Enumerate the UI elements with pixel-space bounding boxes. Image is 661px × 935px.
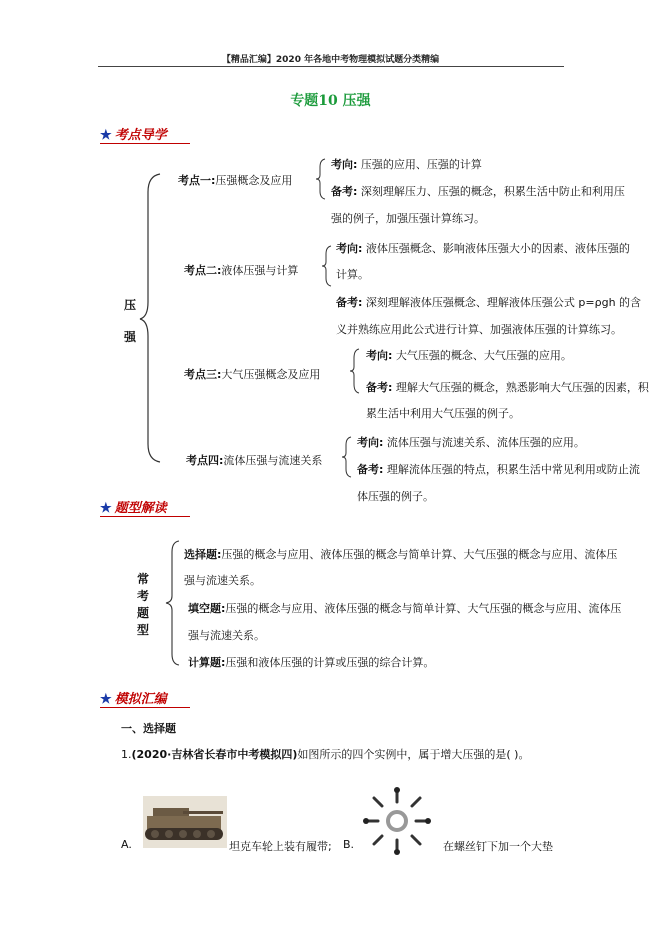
section-underline <box>100 707 190 708</box>
type-1-line-1: 选择题:压强的概念与应用、液体压强的概念与简单计算、大气压强的概念与应用、流体压 <box>184 548 618 561</box>
topic-2-brace <box>322 245 332 287</box>
choice-heading: 一、选择题 <box>121 722 176 735</box>
screws-washers-image <box>362 786 432 856</box>
topic-2-line-3: 备考: 深刻理解液体压强概念、理解液体压强公式 p=ρgh 的含 <box>336 296 642 309</box>
type-3-line-1: 计算题:压强和液体压强的计算或压强的综合计算。 <box>188 656 435 669</box>
header-rule <box>98 66 564 67</box>
root-brace <box>140 172 162 462</box>
topic-3-brace <box>350 348 360 394</box>
topic-4-line-1: 考向: 流体压强与流速关系、流体压强的应用。 <box>357 436 585 449</box>
topic-4: 考点四:流体压强与流速关系 <box>186 454 323 467</box>
topic-3-line-3: 累生活中利用大气压强的例子。 <box>366 407 520 420</box>
option-b-text: 在螺丝钉下加一个大垫 <box>443 840 553 853</box>
star-icon: ★ <box>100 128 112 143</box>
topic-1-brace <box>316 158 326 200</box>
star-icon: ★ <box>100 692 112 707</box>
topic-1: 考点一:压强概念及应用 <box>178 174 293 187</box>
star-icon: ★ <box>100 501 112 516</box>
section-title: 题型解读 <box>114 501 167 516</box>
topic-1-line-1: 考向: 压强的应用、压强的计算 <box>331 158 482 171</box>
question-1: 1.(2020·吉林省长春市中考模拟四)如图所示的四个实例中，属于增大压强的是( )。 <box>121 748 530 761</box>
topic-2: 考点二:液体压强与计算 <box>184 264 299 277</box>
topic-4-line-2: 备考: 理解流体压强的特点，积累生活中常见利用或防止流 <box>357 463 640 476</box>
topic-3-line-2: 备考: 理解大气压强的概念，熟悉影响大气压强的因素，积 <box>366 381 649 394</box>
topic-2-line-2: 计算。 <box>336 268 369 281</box>
topic-2-line-4: 义并熟练应用此公式进行计算、加强液体压强的计算练习。 <box>336 323 622 336</box>
option-b-label: B. <box>343 838 355 851</box>
topic-1-line-3: 强的例子，加强压强计算练习。 <box>331 212 485 225</box>
types-label-1: 常 <box>137 572 150 586</box>
page-header: 【精品汇编】2020 年各地中考物理模拟试题分类精编 <box>221 55 440 65</box>
root-label-2: 强 <box>124 330 137 344</box>
section-heading-1 <box>100 124 167 143</box>
topic-1-line-2: 备考: 深刻理解压力、压强的概念，积累生活中防止和利用压 <box>331 185 625 198</box>
topic-4-line-3: 体压强的例子。 <box>357 490 434 503</box>
section-underline <box>100 516 190 517</box>
topic-4-brace <box>342 436 352 478</box>
section-underline <box>100 143 190 144</box>
section-heading-3 <box>100 688 167 707</box>
types-label-4: 型 <box>137 623 150 637</box>
tank-image <box>143 796 227 848</box>
page-title: 专题10 压强 <box>290 93 371 109</box>
topic-2-line-1: 考向: 液体压强概念、影响液体压强大小的因素、液体压强的 <box>336 242 630 255</box>
root-label-1: 压 <box>124 298 137 312</box>
type-2-line-2: 强与流速关系。 <box>188 629 265 642</box>
section-heading-2 <box>100 497 167 516</box>
topic-3: 考点三:大气压强概念及应用 <box>184 368 321 381</box>
type-1-line-2: 强与流速关系。 <box>184 574 261 587</box>
types-label-2: 考 <box>137 589 150 603</box>
option-a-label: A. <box>121 838 132 851</box>
types-brace <box>166 540 180 666</box>
type-2-line-1: 填空题:压强的概念与应用、液体压强的概念与简单计算、大气压强的概念与应用、流体压 <box>188 602 622 615</box>
topic-3-line-1: 考向: 大气压强的概念、大气压强的应用。 <box>366 349 572 362</box>
option-a-text: 坦克车轮上装有履带; <box>229 840 332 853</box>
section-title: 模拟汇编 <box>114 692 167 707</box>
types-label-3: 题 <box>137 606 150 620</box>
section-title: 考点导学 <box>114 128 167 143</box>
